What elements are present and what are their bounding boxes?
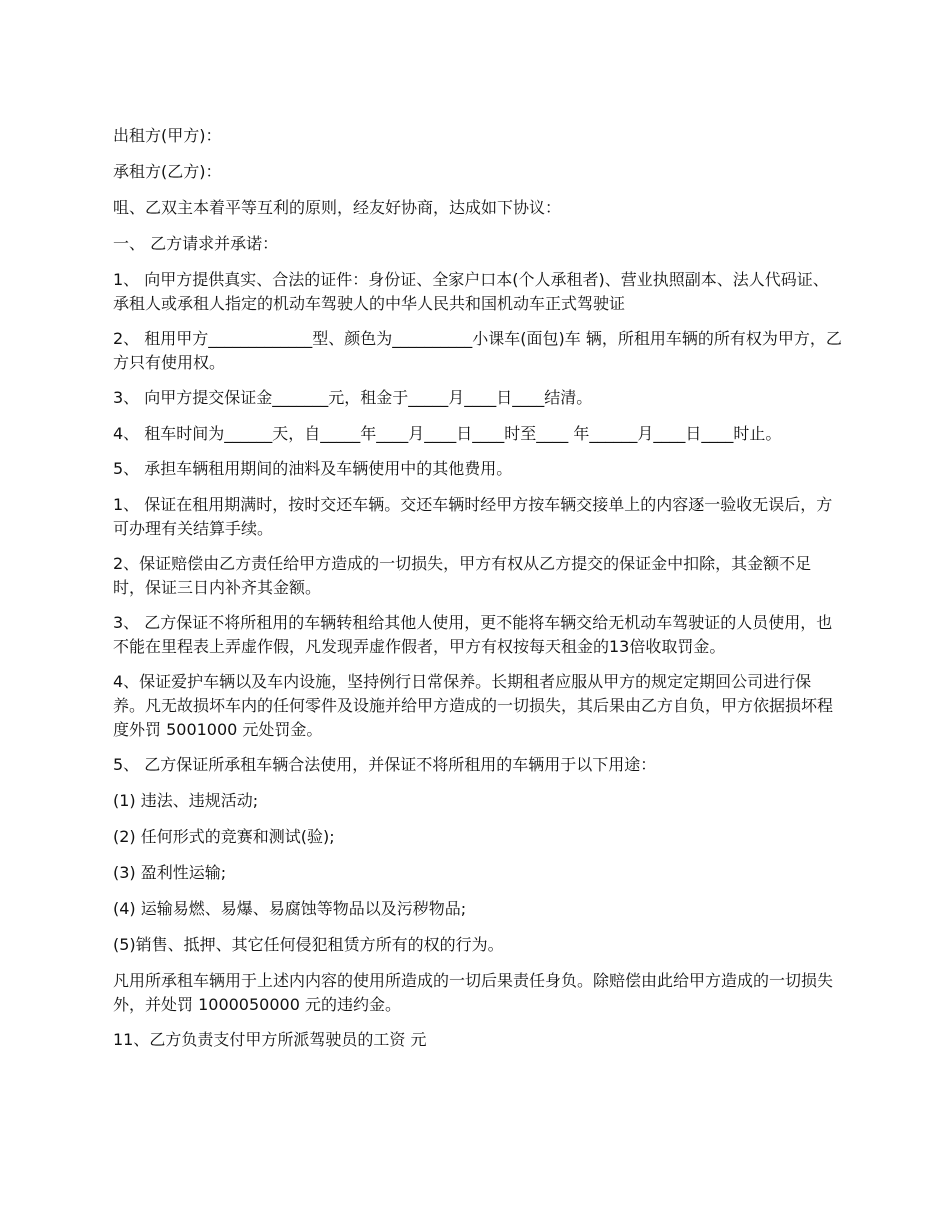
preamble: 咀、乙双主本着平等互利的原则，经友好协商，达成如下协议：: [113, 198, 562, 217]
list-item: (4) 运输易燃、易爆、易腐蚀等物品以及污秽物品;: [113, 899, 467, 918]
clause-paragraph: 1、 向甲方提供真实、合法的证件：身份证、全家户口本(个人承租者)、营业执照副本、法人代码证、承租人或承租人指定的机动车驾驶人的中华人民共和国机动车正式驾驶证: [113, 270, 829, 313]
clause-paragraph: 5、 承担车辆租用期间的油料及车辆使用中的其他费用。: [113, 459, 513, 478]
list-item: (3) 盈利性运输;: [113, 863, 227, 882]
clause-paragraph: 4、 租车时间为______天，自_____年____月____日____时至____ 年______月____日____时止。: [113, 424, 782, 443]
list-item: (5)销售、抵押、其它任何侵犯租赁方所有的权的行为。: [113, 935, 504, 954]
clause-paragraph: 11、乙方负责支付甲方所派驾驶员的工资 元: [113, 1030, 427, 1049]
list-item: (2) 任何形式的竞赛和测试(验);: [113, 827, 335, 846]
clause-paragraph: 凡用所承租车辆用于上述内内容的使用所造成的一切后果责任身负。除赔偿由此给甲方造成的一切损失外，并处罚 1000050000 元的违约金。: [113, 971, 834, 1014]
clause-paragraph: 3、 乙方保证不将所租用的车辆转租给其他人使用，更不能将车辆交给无机动车驾驶证的人员使用，也不能在里程表上弄虚作假，凡发现弄虚作假者，甲方有权按每天租金的13倍收取罚金。: [113, 613, 833, 656]
clause-paragraph: 3、 向甲方提交保证金_______元，租金于_____月____日____结清。: [113, 388, 593, 407]
clause-paragraph: 1、 保证在租用期满时，按时交还车辆。交还车辆时经甲方按车辆交接单上的内容逐一验收无误后，方可办理有关结算手续。: [113, 495, 833, 538]
lessee-line: 承租方(乙方)：: [113, 162, 222, 181]
clause-paragraph: 2、 租用甲方_____________型、颜色为__________小课车(面包)车 辆，所租用车辆的所有权为甲方，乙方只有使用权。: [113, 329, 842, 372]
lessor-line: 出租方(甲方)：: [113, 126, 222, 145]
clause-paragraph: 2、保证赔偿由乙方责任给甲方造成的一切损失，甲方有权从乙方提交的保证金中扣除，其金额不足时，保证三日内补齐其金额。: [113, 554, 812, 597]
document-body: [113, 124, 843, 1064]
section-heading: 一、 乙方请求并承诺：: [113, 234, 279, 253]
clause-paragraph: 5、 乙方保证所承租车辆合法使用，并保证不将所租用的车辆用于以下用途：: [113, 755, 657, 774]
list-item: (1) 违法、违规活动;: [113, 791, 259, 810]
clause-paragraph: 4、保证爱护车辆以及车内设施，坚持例行日常保养。长期租者应服从甲方的规定定期回公司进行保养。凡无故损坏车内的任何零件及设施并给甲方造成的一切损失，其后果由乙方自负，甲方依据损坏程度外罚 5001000 元处罚金。: [113, 672, 834, 739]
